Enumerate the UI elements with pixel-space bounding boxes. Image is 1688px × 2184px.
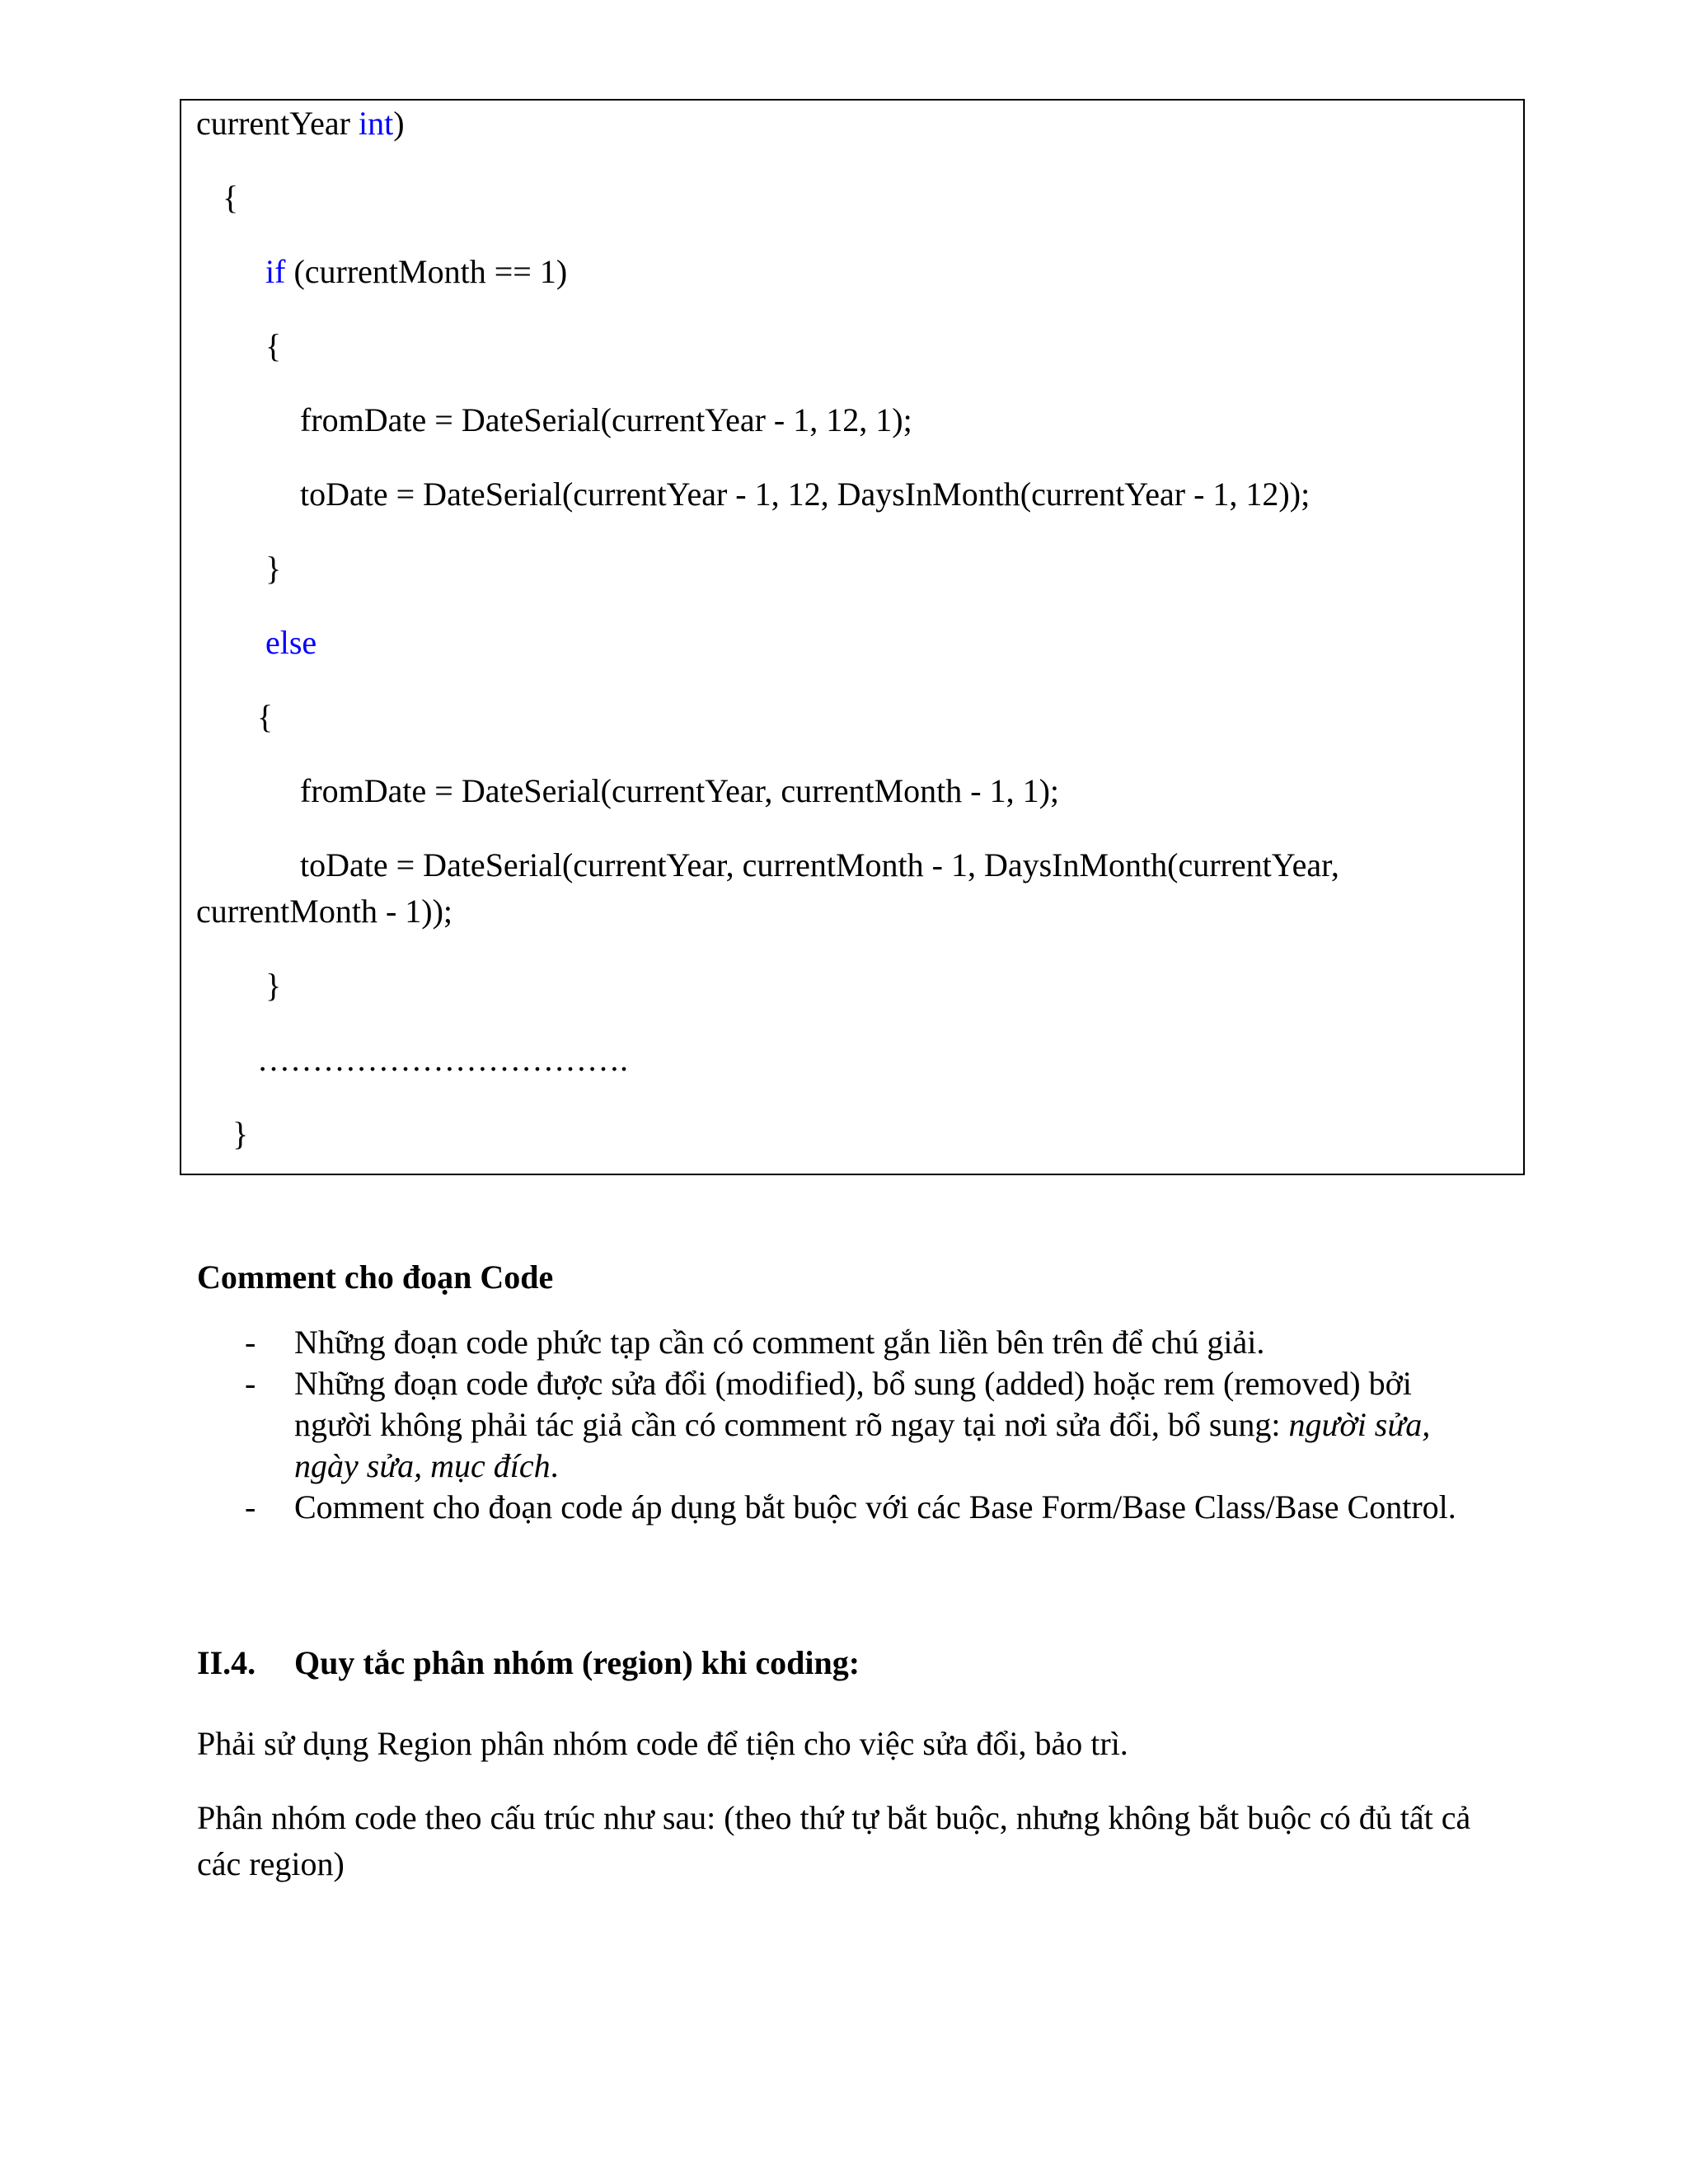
code-line-else: else: [265, 624, 317, 661]
code-line-to-date-2-cont: currentMonth - 1));: [196, 893, 453, 930]
code-line-signature: [196, 101, 405, 147]
bullet-italic-text: người sửa, ngày sửa, mục đích: [294, 1406, 1431, 1484]
list-item: [197, 1322, 1483, 1363]
comment-rules-list: [197, 1322, 1483, 1528]
code-line-from-date-2: fromDate = DateSerial(currentYear, currentMonth - 1, 1);: [300, 772, 1060, 809]
code-text: currentYear: [196, 105, 359, 142]
comment-section-heading: Comment cho đoạn Code: [197, 1258, 554, 1296]
code-text: (currentMonth == 1): [285, 253, 568, 290]
code-line-close-brace: }: [232, 1115, 249, 1152]
code-line-else-close-brace: }: [265, 967, 282, 1004]
code-text: ): [393, 105, 405, 142]
code-line-ellipsis: …………………………….: [257, 1041, 628, 1078]
section-title: Quy tắc phân nhóm (region) khi coding:: [294, 1644, 860, 1681]
code-keyword: if: [265, 253, 286, 290]
code-line-from-date-1: fromDate = DateSerial(currentYear - 1, 12, 1);: [300, 401, 912, 438]
region-paragraph-2: Phân nhóm code theo cấu trúc như sau: (theo thứ tự bắt buộc, nhưng không bắt buộc có đủ tất cả các region): [197, 1799, 1471, 1882]
code-line-if: [265, 249, 567, 295]
bullet-dash: -: [245, 1324, 256, 1361]
section-number: II.4.: [197, 1644, 256, 1681]
bullet-dash: -: [245, 1488, 256, 1526]
code-line-else-open-brace: {: [257, 698, 274, 735]
bullet-text-end: .: [550, 1447, 559, 1484]
code-line-if-open-brace: {: [265, 327, 282, 364]
region-section-heading: [197, 1640, 860, 1686]
code-line-open-brace: {: [223, 179, 239, 216]
bullet-text: Những đoạn code được sửa đổi (modified), bổ sung (added) hoặc rem (removed) bởi người không phải tác giả cần có comment rõ ngay tại nơi sửa đổi, bổ sung:: [294, 1365, 1412, 1443]
code-line-to-date-1: toDate = DateSerial(currentYear - 1, 12, DaysInMonth(currentYear - 1, 12));: [300, 476, 1311, 513]
bullet-text: Comment cho đoạn code áp dụng bắt buộc với các Base Form/Base Class/Base Control.: [294, 1488, 1456, 1526]
code-keyword: int: [358, 105, 394, 142]
bullet-text: Những đoạn code phức tạp cần có comment gắn liền bên trên để chú giải.: [294, 1324, 1265, 1361]
region-paragraph-1: Phải sử dụng Region phân nhóm code để tiện cho việc sửa đổi, bảo trì.: [197, 1725, 1128, 1762]
list-item: [197, 1363, 1483, 1487]
code-block: [180, 99, 1525, 1175]
bullet-dash: -: [245, 1365, 256, 1402]
code-line-to-date-2: toDate = DateSerial(currentYear, currentMonth - 1, DaysInMonth(currentYear,: [300, 846, 1339, 883]
code-line-if-close-brace: }: [265, 550, 282, 587]
list-item: [197, 1487, 1483, 1528]
